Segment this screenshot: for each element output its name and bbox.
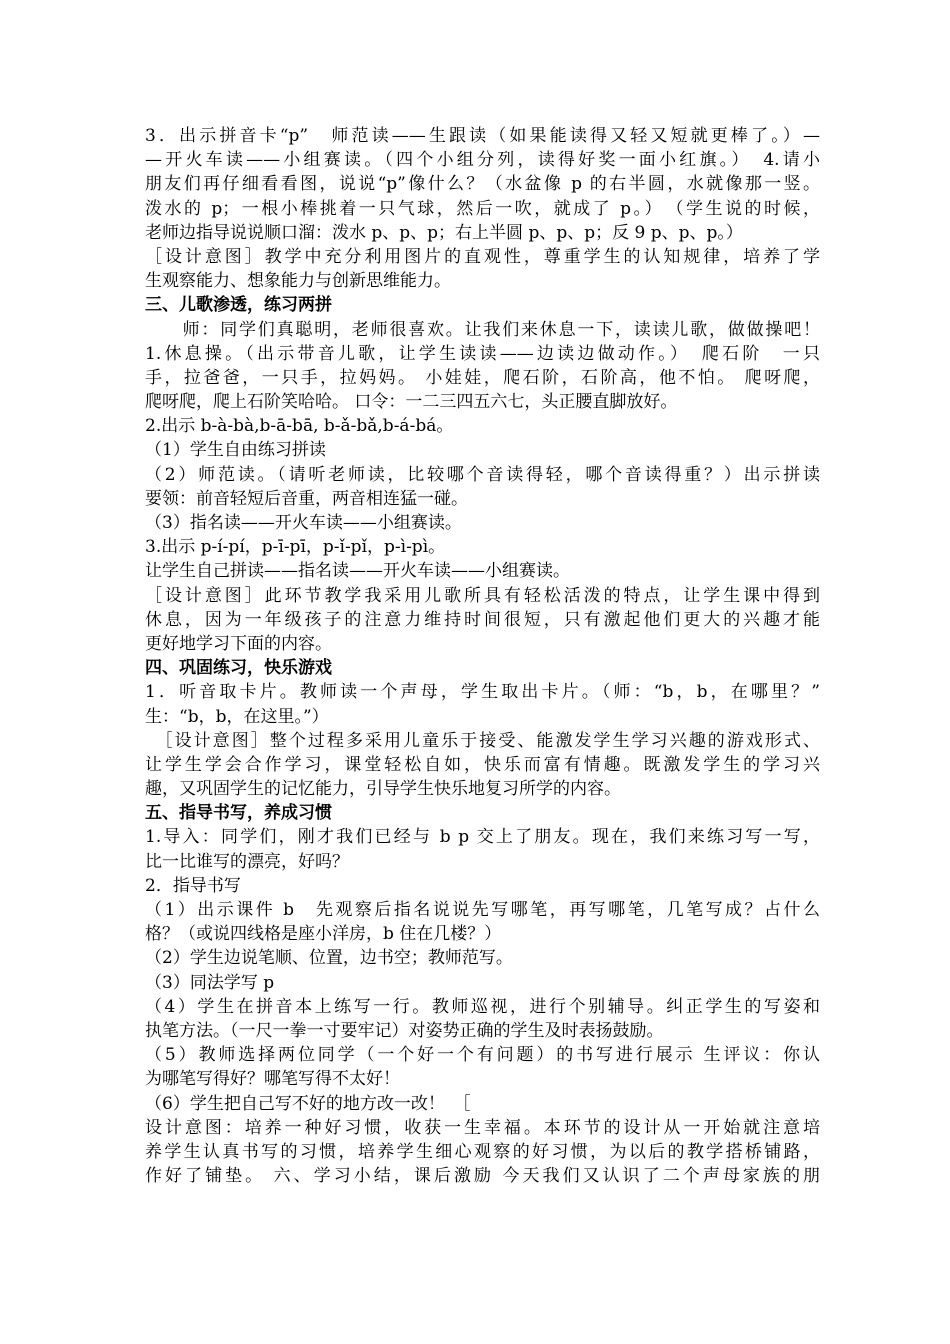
section-heading: 四、巩固练习，快乐游戏 (145, 658, 332, 679)
text-line: 格？（或说四线格是座小洋房，b 住在几楼？） (145, 924, 502, 945)
text-line: 2．指导书写 (145, 875, 241, 896)
text-line: 比一比谁写的漂亮，好吗？ (145, 851, 349, 872)
text-line: ［设计意图］整个过程多采用儿童乐于接受、能激发学生学习兴趣的游戏形式、 (145, 730, 820, 751)
text-line: 1．听音取卡片。教师读一个声母，学生取出卡片。（师：“b，b，在哪里？” (145, 682, 820, 703)
text-line: 2.出示 b-à-bà,b-ā-bā, b-ǎ-bǎ,b-á-bá。 (145, 416, 454, 437)
text-line: （3）指名读——开火车读——小组赛读。 (145, 513, 462, 533)
text-line: 趣，又巩固学生的记忆能力，引导学生快乐地复习所学的内容。 (145, 779, 621, 800)
text-line: 执笔方法。（一尺一拳一寸要牢记）对姿势正确的学生及时表扬鼓励。 (145, 1020, 664, 1041)
text-line: 泼水的 p；一根小棒挑着一只气球，然后一吹，就成了 p。） （学生说的时候， (145, 198, 820, 219)
text-line: 让学生自己拼读——指名读——开火车读——小组赛读。 (145, 561, 570, 582)
text-line: （5）教师选择两位同学（一个好一个有问题）的书写进行展示 生评议：你认 (145, 1045, 820, 1066)
text-line: （2）师范读。（请听老师读，比较哪个音读得轻，哪个音读得重？）出示拼读 (145, 464, 820, 485)
section-heading: 三、儿歌渗透，练习两拼 (145, 295, 332, 316)
text-line: （3）同法学写 p (145, 972, 275, 993)
text-line: 让学生学会合作学习，课堂轻松自如，快乐而富有情趣。既激发学生的学习兴 (145, 754, 820, 775)
text-line: 1.休息操。（出示带音儿歌，让学生读读——边读边做动作。） 爬石阶 一只 (145, 343, 820, 364)
document-body (145, 124, 820, 1188)
text-line: 1.导入：同学们，刚才我们已经与 b p 交上了朋友。现在，我们来练习写一写， (145, 827, 820, 848)
section-heading: 五、指导书写，养成习惯 (145, 803, 332, 824)
text-line: 更好地学习下面的内容。 (145, 633, 332, 654)
text-line: （6）学生把自己写不好的地方改一改！ ［ (145, 1093, 471, 1114)
text-line: 3.出示 p-í-pí，p-ī-pī，p-ǐ-pǐ，p-ì-pì。 (145, 537, 446, 558)
text-line: 生：“b，b，在这里。”） (145, 706, 329, 727)
text-line: （2）学生边说笔顺、位置，边书空；教师范写。 (145, 948, 513, 969)
text-line: （1）学生自由练习拼读 (145, 440, 326, 461)
text-line: （1）出示课件 b 先观察后指名说说先写哪笔，再写哪笔，几笔写成？占什么 (145, 900, 820, 920)
text-line: 生观察能力、想象能力与创新思维能力。 (145, 271, 451, 292)
text-line: 设计意图：培养一种好习惯，收获一生幸福。本环节的设计从一开始就注意培 (145, 1117, 820, 1138)
text-line: 为哪笔写得好？哪笔写得不太好！ (145, 1069, 400, 1090)
text-line: （4）学生在拼音本上练写一行。教师巡视，进行个别辅导。纠正学生的写姿和 (145, 996, 820, 1017)
text-line: 爬呀爬，爬上石阶笑哈哈。 口令：一二三四五六七，头正腰直脚放好。 (145, 392, 678, 413)
text-line: ［设计意图］教学中充分利用图片的直观性，尊重学生的认知规律，培养了学 (145, 246, 820, 267)
text-line: 休息，因为一年级孩子的注意力维持时间很短，只有激起他们更大的兴趣才能 (145, 609, 820, 630)
text-line: 3．出示拼音卡“p” 师范读——生跟读（如果能读得又轻又短就更棒了。）— (145, 126, 820, 146)
text-line: 作好了铺垫。 六、学习小结，课后激励 今天我们又认识了二个声母家族的朋 (145, 1166, 820, 1187)
text-line: ［设计意图］此环节教学我采用儿歌所具有轻松活泼的特点，让学生课中得到 (145, 585, 820, 606)
text-line: 老师边指导说说顺口溜：泼水 p、p、p；右上半圆 p、p、p；反 9 p、p、p。） (145, 222, 743, 243)
text-line: 要领：前音轻短后音重，两音相连猛一碰。 (145, 488, 468, 509)
text-line: 手，拉爸爸，一只手，拉妈妈。 小娃娃，爬石阶，石阶高，他不怕。 爬呀爬， (145, 367, 820, 388)
text-line: 养学生认真书写的习惯，培养学生细心观察的好习惯，为以后的教学搭桥铺路， (145, 1141, 820, 1162)
text-line: —开火车读——小组赛读。（四个小组分列，读得好奖一面小红旗。） 4.请小 (145, 150, 820, 171)
text-line: 朋友们再仔细看看图，说说“p”像什么？（水盆像 p 的右半圆，水就像那一竖。 (145, 174, 820, 195)
text-line: 师：同学们真聪明，老师很喜欢。让我们来休息一下，读读儿歌，做做操吧！ (145, 319, 820, 340)
